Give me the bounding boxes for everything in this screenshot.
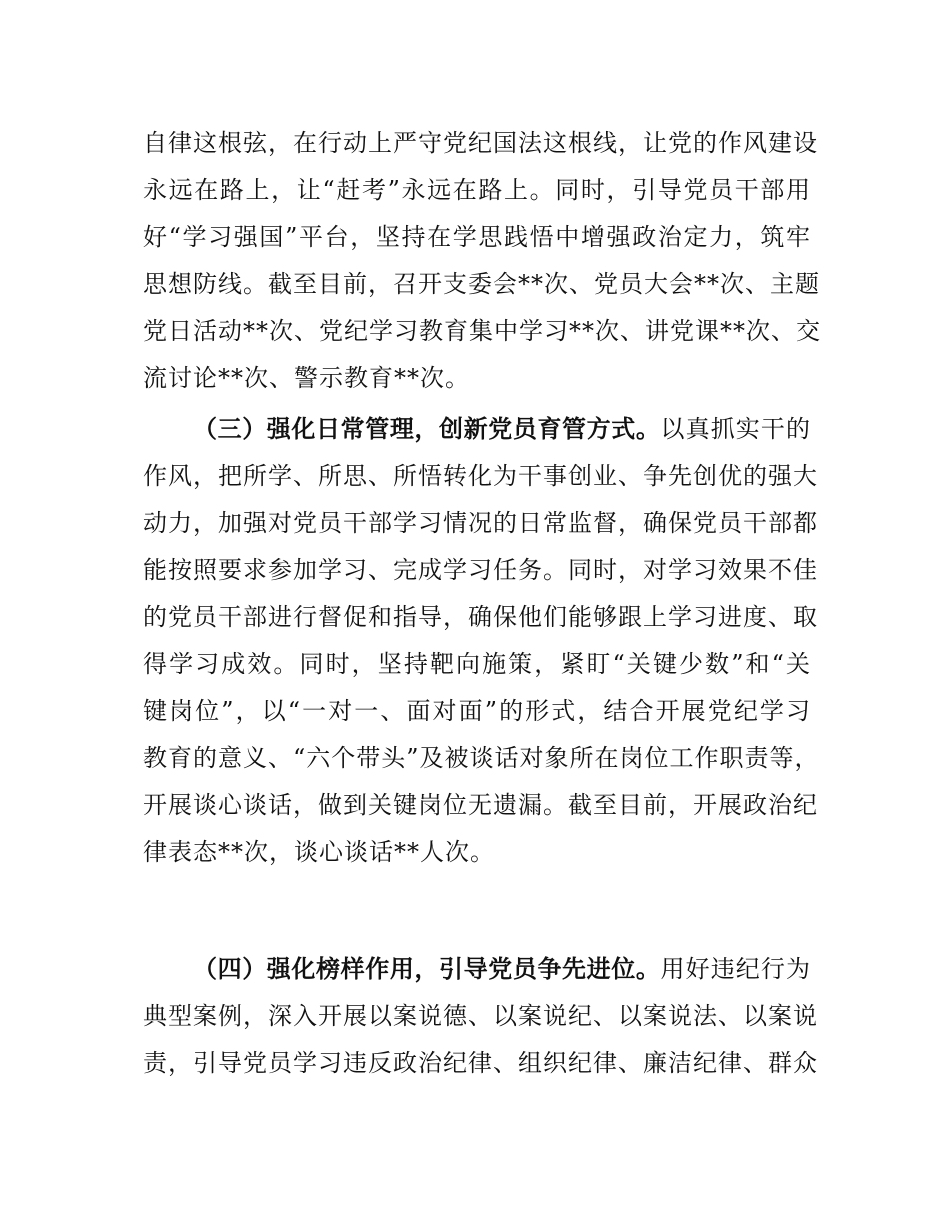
paragraph-line: 自律这根弦，在行动上严守党纪国法这根线，让党的作风建设 <box>143 129 818 157</box>
paragraph-line: 党日活动**次、党纪学习教育集中学习**次、讲党课**次、交 <box>143 317 821 345</box>
paragraph-line: 思想防线。截至目前，召开支委会**次、党员大会**次、主题 <box>143 270 820 298</box>
paragraph-line: 开展谈心谈话，做到关键岗位无遗漏。截至目前，开展政治纪 <box>143 791 818 819</box>
paragraph-line: 律表态**次，谈心谈话**人次。 <box>143 838 495 866</box>
paragraph-line: 流讨论**次、警示教育**次。 <box>143 364 470 392</box>
paragraph-line: 永远在路上，让“赶考”永远在路上。同时，引导党员干部用 <box>143 176 811 204</box>
paragraph-line: 责，引导党员学习违反政治纪律、组织纪律、廉洁纪律、群众 <box>143 1049 818 1077</box>
paragraph-line: 动力，加强对党员干部学习情况的日常监督，确保党员干部都 <box>143 509 818 537</box>
paragraph-line: 作风，把所学、所思、所悟转化为干事创业、争先创优的强大 <box>143 462 818 490</box>
section-heading-3: （三）强化日常管理，创新党员育管方式。 <box>193 415 661 443</box>
paragraph-line-rest: 以真抓实干的 <box>660 415 812 443</box>
paragraph-first-line <box>143 406 811 453</box>
paragraph-line-rest: 用好违纪行为 <box>660 955 812 983</box>
section-heading-4: （四）强化榜样作用，引导党员争先进位。 <box>193 955 661 983</box>
paragraph-line: 得学习成效。同时，坚持靶向施策，紧盯“关键少数”和“关 <box>143 650 811 678</box>
paragraph-line: 的党员干部进行督促和指导，确保他们能够跟上学习进度、取 <box>143 603 818 631</box>
paragraph-line: 键岗位”，以“一对一、面对面”的形式，结合开展党纪学习 <box>143 697 811 725</box>
paragraph-1 <box>143 120 821 402</box>
paragraph-line: 好“学习强国”平台，坚持在学思践悟中增强政治定力，筑牢 <box>143 223 811 251</box>
paragraph-line: 教育的意义、“六个带头”及被谈话对象所在岗位工作职责等， <box>143 744 820 772</box>
paragraph-3 <box>143 946 818 1087</box>
paragraph-first-line <box>143 946 811 993</box>
paragraph-line: 典型案例，深入开展以案说德、以案说纪、以案说法、以案说 <box>143 1002 818 1030</box>
paragraph-line: 能按照要求参加学习、完成学习任务。同时，对学习效果不佳 <box>143 556 818 584</box>
paragraph-2 <box>143 406 820 876</box>
